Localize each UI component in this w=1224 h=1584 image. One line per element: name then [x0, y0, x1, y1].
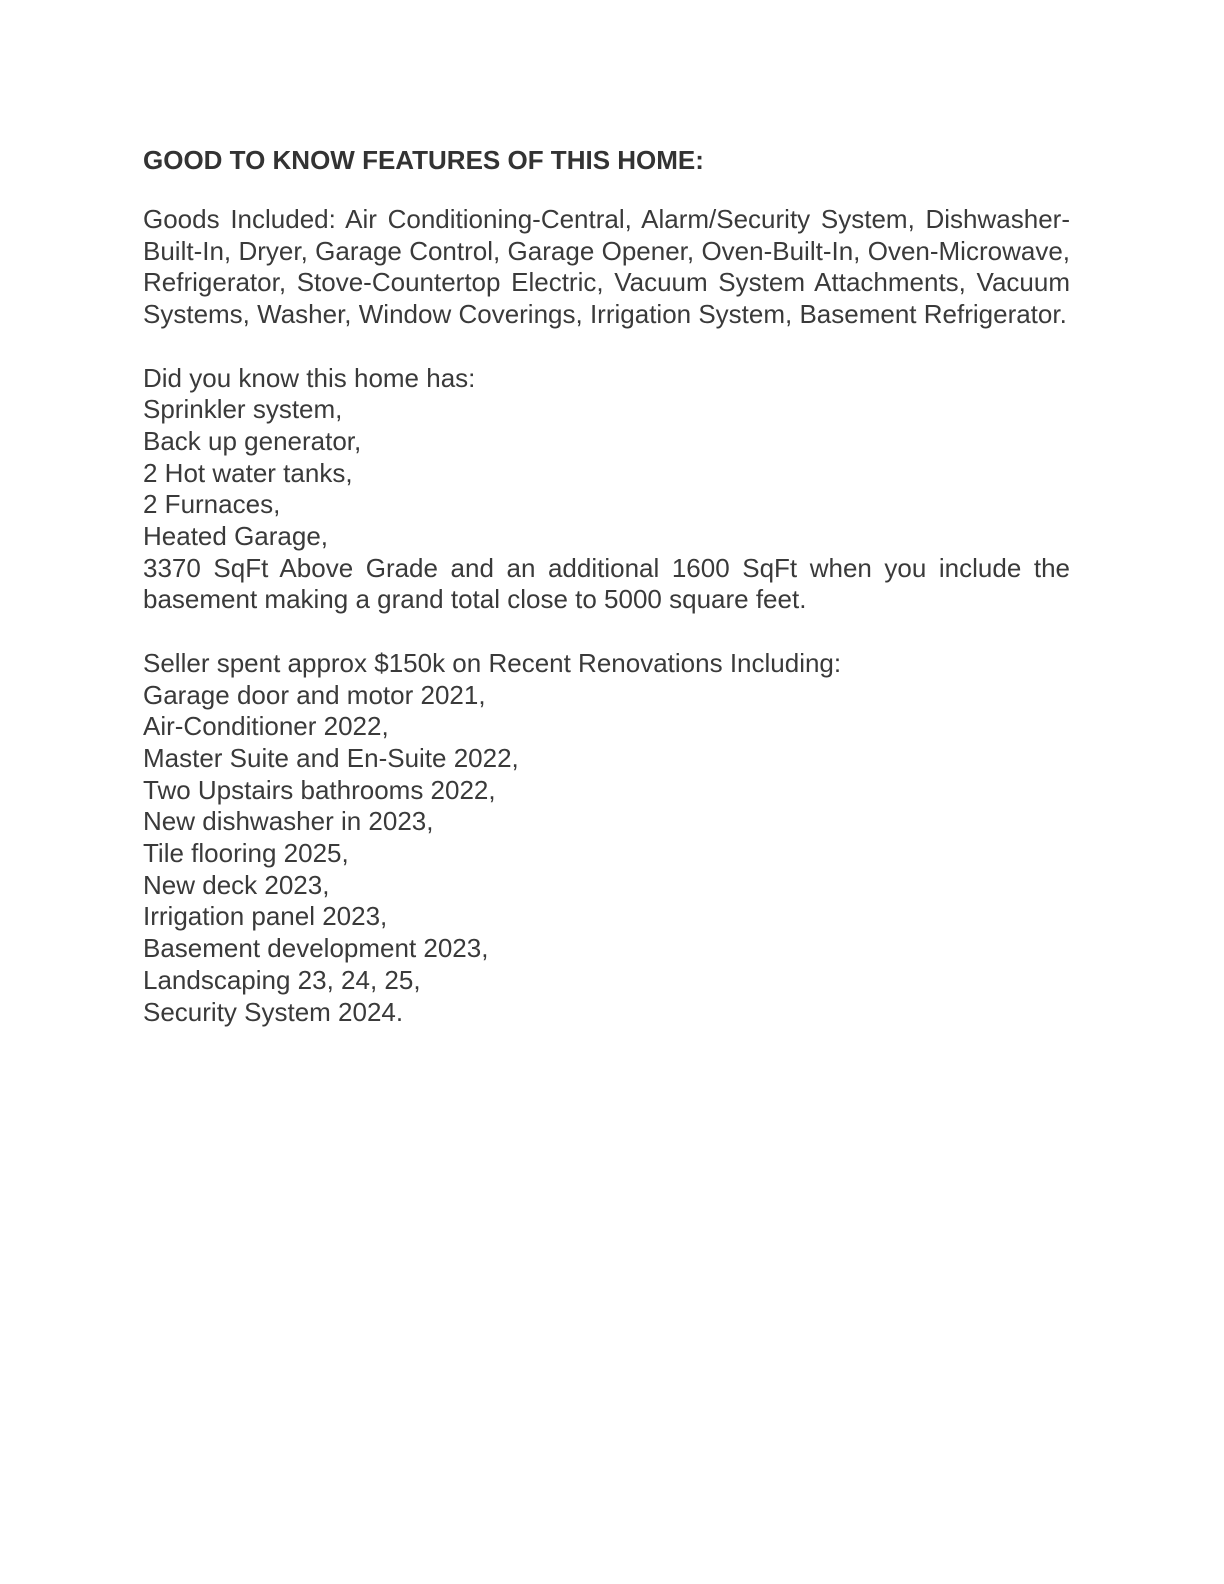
list-item: Two Upstairs bathrooms 2022,	[143, 774, 496, 805]
renovations-section	[143, 648, 1070, 1028]
list-item: Tile flooring 2025,	[143, 838, 349, 869]
list-item: Master Suite and En-Suite 2022,	[143, 742, 519, 773]
square-footage-paragraph: 3370 SqFt Above Grade and an additional 1600 SqFt when you include the basement making a grand total close to 5000 square feet.	[143, 552, 1070, 615]
did-you-know-section	[143, 363, 1070, 617]
list-item: Basement development 2023,	[143, 933, 489, 964]
list-item: Back up generator,	[143, 425, 362, 456]
list-item: Security System 2024.	[143, 996, 404, 1027]
did-you-know-title: Did you know this home has:	[143, 362, 476, 393]
list-item: Landscaping 23, 24, 25,	[143, 964, 421, 995]
list-item: Air-Conditioner 2022,	[143, 711, 389, 742]
list-item: Irrigation panel 2023,	[143, 901, 388, 932]
list-item: 2 Hot water tanks,	[143, 457, 353, 488]
list-item: Heated Garage,	[143, 521, 329, 552]
page-heading: GOOD TO KNOW FEATURES OF THIS HOME:	[143, 145, 704, 175]
list-item: New deck 2023,	[143, 869, 330, 900]
document-page	[143, 140, 1070, 1028]
goods-included-paragraph: Goods Included: Air Conditioning-Central, Alarm/Security System, Dishwasher-Built-In, Dryer, Garage Control, Garage Opener, Oven-Built-In, Oven-Microwave, Refrigerator, Stove-Countertop Electric, Vacuum System Attachments, Vacuum Systems, Washer, Window Coverings, Irrigation System, Basement Refrigerator.	[143, 204, 1070, 330]
list-item: Garage door and motor 2021,	[143, 679, 486, 710]
list-item: Sprinkler system,	[143, 394, 343, 425]
list-item: New dishwasher in 2023,	[143, 806, 434, 837]
list-item: 2 Furnaces,	[143, 489, 281, 520]
renovations-title: Seller spent approx $150k on Recent Renovations Including:	[143, 647, 842, 678]
